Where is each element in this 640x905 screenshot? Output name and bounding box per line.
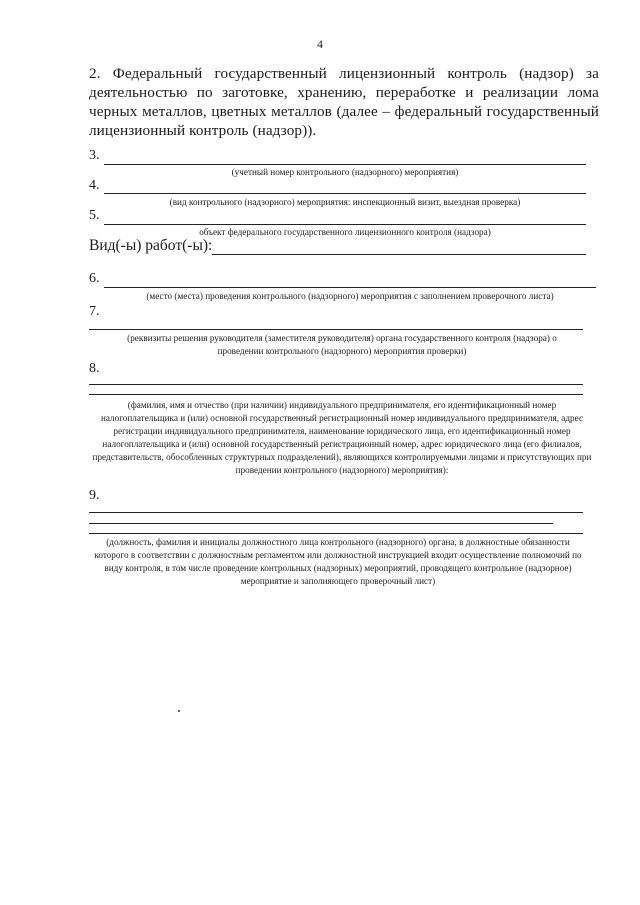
item-3-field-line[interactable] [104,164,586,165]
item-6-field-line[interactable] [104,287,596,288]
item-9-caption: (должность, фамилия и инициалы должностного лица контрольного (надзорного) органа, в должностные обязанности которого в соответствии с должностным регламентом или должностной инструкцией входит осуществление полномочий по виду контроля, в том числе проведение контрольных (надзорных) мероприятий, проводящего контрольное (надзорное) мероприятие и заполняющего проверочный лист) [94,537,582,586]
item-7-field-line[interactable] [89,329,583,330]
item-4-number: 4. [89,178,100,193]
item-6-number: 6. [89,271,100,286]
item-9-number: 9. [89,488,100,503]
item-8-number: 8. [89,361,100,376]
item-9-field-line-2[interactable] [89,523,553,524]
item-7-caption: (реквизиты решения руководителя (заместителя руководителя) органа государственного контроля (надзора) о проведении контрольного (надзорного) мероприятия проверки) [127,333,557,356]
item-3-number: 3. [89,148,100,163]
item-3-caption: (учетный номер контрольного (надзорного) мероприятия) [231,167,459,177]
item-8-caption: (фамилия, имя и отчество (при наличии) индивидуального предпринимателя, его идентификационный номер налогоплательщика и (или) основной государственный регистрационный номер индивидуального предпринимателя, адрес регистрации индивидуального предпринимателя, наименование юридического лица, его идентификационный номер налогоплательщика и (или) основной государственный регистрационный номер, адрес юридического лица (его филиалов, представительств, обособленных структурных подразделений), являющихся контролируемыми лицами и присутствующих при проведении контрольного (надзорного) мероприятия): [92,400,592,475]
item-9-field-line-1[interactable] [89,512,583,513]
item-5-caption: объект федерального государственного лицензионного контроля (надзора) [199,227,491,237]
item-6-caption: (место (места) проведения контрольного (надзорного) мероприятия с заполнением проверочного листа) [146,291,554,301]
item-4-caption: (вид контрольного (надзорного) мероприятия: инспекционный визит, выездная проверка) [169,197,521,207]
item-5-number: 5. [89,208,100,223]
scan-speck [178,710,180,712]
item-4-field-line[interactable] [104,193,586,194]
item-8-field-line-2[interactable] [89,394,583,395]
item-8-field-line-1[interactable] [89,384,583,385]
item-9-field-line-3[interactable] [89,533,583,534]
paragraph-2: 2. Федеральный государственный лицензионный контроль (надзор) за деятельностью по заготовке, хранению, переработке и реализации лома черных металлов, цветных металлов (далее – федеральный государственный лицензионный контроль (надзор)). [89,65,599,139]
vid-rabot-label: Вид(-ы) работ(-ы): [89,237,213,254]
vid-rabot-field-line[interactable] [212,254,586,255]
page-number: 4 [317,37,323,51]
item-5-field-line[interactable] [104,224,586,225]
item-7-number: 7. [89,304,100,319]
